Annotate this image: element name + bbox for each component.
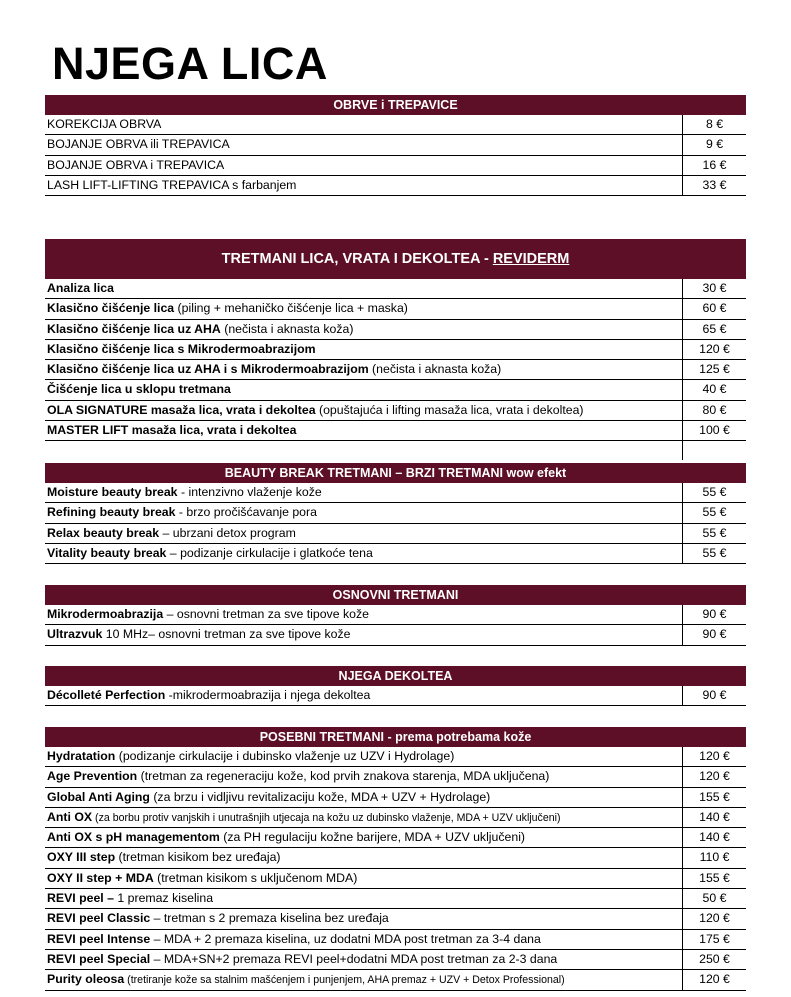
price-row [45,869,746,889]
section-posebni-tretmani [45,727,746,991]
service-price: 100 € [682,421,746,440]
service-detail: – osnovni tretman za sve tipove kože [163,607,369,621]
price-row [45,767,746,787]
service-name: Refining beauty break [47,505,176,520]
price-row [45,299,746,319]
price-row [45,135,746,155]
service-price: 120 € [682,340,746,359]
service-price: 250 € [682,950,746,969]
section-header [45,463,746,483]
service-detail: - intenzivno vlaženje kože [177,485,322,499]
service-name: REVI peel Classic [47,911,151,926]
service-name: Anti OX [47,809,93,824]
service-name: OXY II step + MDA [47,870,154,885]
service-description [45,544,682,563]
service-price: 60 € [682,299,746,318]
service-name: Ultrazvuk [47,627,103,642]
service-price: 120 € [682,767,746,786]
section-header-label: NJEGA DEKOLTEA [338,669,453,683]
service-description [45,828,682,847]
service-price: 9 € [682,135,746,154]
service-description [45,320,682,339]
service-detail: (podizanje cirkulacije i dubinsko vlaženje uz UZV i Hydrolage) [115,749,455,763]
service-price: 16 € [682,156,746,175]
section-osnovni-tretmani [45,585,746,646]
price-row [45,156,746,176]
service-detail: (nečista i aknasta koža) [220,321,354,336]
service-price: 140 € [682,808,746,827]
price-row [45,320,746,340]
service-name: REVI peel – [47,891,114,906]
service-detail: (piling + mehaničko čišćenje lica + maska) [174,301,408,316]
service-detail: (za PH regulaciju kožne barijere, MDA + UZV uključeni) [219,830,526,845]
service-description [45,503,682,522]
service-description [45,135,682,154]
service-name: Klasično čišćenje lica s Mikrodermoabrazijom [47,341,316,356]
service-name: Analiza lica [47,281,114,295]
service-name: REVI peel Intense [47,931,151,946]
price-row [45,950,746,970]
price-row [45,808,746,828]
service-name: Moisture beauty break [47,485,178,499]
price-row [45,930,746,950]
service-name: Klasično čišćenje lica uz AHA i s Mikrodermoabrazijom [47,362,369,377]
service-name: Klasično čišćenje lica uz AHA [47,321,221,336]
section-header [45,585,746,605]
empty-row [45,441,746,460]
service-description [45,360,682,379]
price-row [45,889,746,909]
service-detail: (opuštajuća i lifting masaža lica, vrata i dekoltea) [315,402,584,417]
section-tretmani-lica [45,239,746,460]
price-row [45,360,746,380]
service-detail: – MDA+SN+2 premaza REVI peel+dodatni MDA post tretman za 2-3 dana [150,951,558,966]
service-price: 140 € [682,828,746,847]
service-detail: - brzo pročišćavanje pora [175,505,317,520]
service-description [45,340,682,359]
service-detail: (za borbu protiv vanjskih i unutrašnjih utjecaja na kožu uz dubinsko vlaženje, MDA + UZV uključeni) [92,811,561,824]
service-description [45,930,682,949]
service-name: Global Anti Aging [47,789,150,804]
service-name: Purity oleosa [47,972,125,987]
section-header-label: TRETMANI LICA, VRATA I DEKOLTEA - [221,251,493,267]
price-row [45,340,746,360]
service-detail: – ubrzani detox program [159,525,296,540]
service-detail: KOREKCIJA OBRVA [47,117,162,131]
price-row [45,625,746,645]
service-detail: – podizanje cirkulacije i glatkoće tena [166,545,373,560]
price-row [45,848,746,868]
service-detail: 10 MHz– osnovni tretman za sve tipove kože [102,627,351,642]
service-price: 120 € [682,747,746,766]
section-header [45,727,746,747]
service-description [45,156,682,175]
service-detail: (nečista i aknasta koža) [368,362,502,377]
service-price: 65 € [682,320,746,339]
section-beauty-break [45,463,746,564]
service-name: REVI peel Special [47,951,151,966]
service-price: 120 € [682,970,746,989]
service-detail: (tretman kisikom s uključenom MDA) [153,870,358,885]
service-description [45,380,682,399]
service-price: 90 € [682,686,746,705]
section-header-label: POSEBNI TRETMANI - prema potrebama kože [259,730,532,744]
service-price: 120 € [682,909,746,928]
service-name: Čišćenje lica u sklopu tretmana [47,382,231,397]
empty-price-cell [682,441,746,460]
service-price: 155 € [682,869,746,888]
service-name: Décolleté Perfection [47,688,166,702]
service-description [45,483,682,502]
service-name: Anti OX s pH managementom [47,830,220,845]
service-detail: (tretiranje kože sa stalnim mašćenjem i punjenjem, AHA premaz + UZV + Detox Professional) [124,974,565,987]
service-price: 55 € [682,483,746,502]
service-detail: – MDA + 2 premaza kiselina, uz dodatni MDA post tretman za 3-4 dana [150,931,541,946]
service-description [45,788,682,807]
service-price: 50 € [682,889,746,908]
page-title: NJEGA LICA [52,38,328,89]
service-description [45,421,682,440]
service-name: OLA SIGNATURE masaža lica, vrata i dekoltea [47,402,316,417]
price-row [45,686,746,706]
service-price: 30 € [682,279,746,298]
service-description [45,808,682,827]
section-header-label: BEAUTY BREAK TRETMANI – BRZI TRETMANI wow efekt [224,466,567,480]
price-row [45,380,746,400]
service-name: Vitality beauty break [47,545,167,560]
service-detail: BOJANJE OBRVA i TREPAVICA [47,157,225,172]
service-price: 55 € [682,544,746,563]
service-name: OXY III step [47,850,116,865]
price-row [45,115,746,135]
service-detail: BOJANJE OBRVA ili TREPAVICA [47,137,230,152]
price-row [45,788,746,808]
service-name: Hydratation [47,749,116,763]
section-header-label: OSNOVNI TRETMANI [332,588,459,602]
service-name: Relax beauty break [47,525,160,540]
price-row [45,970,746,990]
service-price: 55 € [682,524,746,543]
service-description [45,767,682,786]
price-row [45,747,746,767]
service-description [45,605,682,624]
reviderm-link[interactable]: REVIDERM [492,251,570,267]
service-description [45,869,682,888]
service-price: 125 € [682,360,746,379]
service-price: 8 € [682,115,746,134]
empty-cell [45,441,682,460]
service-description [45,909,682,928]
section-header-label: OBRVE i TREPAVICE [333,98,458,112]
price-row [45,524,746,544]
service-price: 175 € [682,930,746,949]
service-description [45,889,682,908]
service-description [45,848,682,867]
service-description [45,401,682,420]
price-row [45,401,746,421]
section-header [45,666,746,686]
price-row [45,605,746,625]
service-price: 155 € [682,788,746,807]
service-detail: (tretman za regeneraciju kože, kod prvih znakova starenja, MDA uključena) [137,769,550,784]
price-row [45,421,746,441]
service-description [45,970,682,989]
service-description [45,950,682,969]
service-price: 80 € [682,401,746,420]
service-detail: LASH LIFT-LIFTING TREPAVICA s farbanjem [47,177,297,192]
service-name: MASTER LIFT masaža lica, vrata i dekoltea [47,423,297,438]
service-description [45,524,682,543]
section-obrve-trepavice [45,95,746,196]
service-detail: -mikrodermoabrazija i njega dekoltea [165,688,371,702]
service-detail: (za brzu i vidljivu revitalizaciju kože, MDA + UZV + Hydrolage) [149,789,491,804]
section-header [45,95,746,115]
service-name: Klasično čišćenje lica [47,301,175,316]
service-price: 55 € [682,503,746,522]
service-description [45,279,682,298]
price-row [45,909,746,929]
service-description [45,747,682,766]
service-price: 33 € [682,176,746,195]
service-description [45,299,682,318]
price-row [45,483,746,503]
service-price: 110 € [682,848,746,867]
service-detail: – tretman s 2 premaza kiselina bez uređaja [150,911,389,926]
service-detail: (tretman kisikom bez uređaja) [115,850,281,865]
service-description [45,625,682,644]
price-row [45,544,746,564]
service-price: 90 € [682,625,746,644]
section-njega-dekoltea [45,666,746,706]
price-row [45,503,746,523]
service-description [45,686,682,705]
service-name: Mikrodermoabrazija [47,607,164,621]
section-header [45,239,746,279]
service-price: 40 € [682,380,746,399]
service-price: 90 € [682,605,746,624]
service-description [45,176,682,195]
service-description [45,115,682,134]
price-row [45,176,746,196]
price-row [45,828,746,848]
price-row [45,279,746,299]
service-detail: 1 premaz kiselina [113,891,214,906]
service-name: Age Prevention [47,769,138,784]
